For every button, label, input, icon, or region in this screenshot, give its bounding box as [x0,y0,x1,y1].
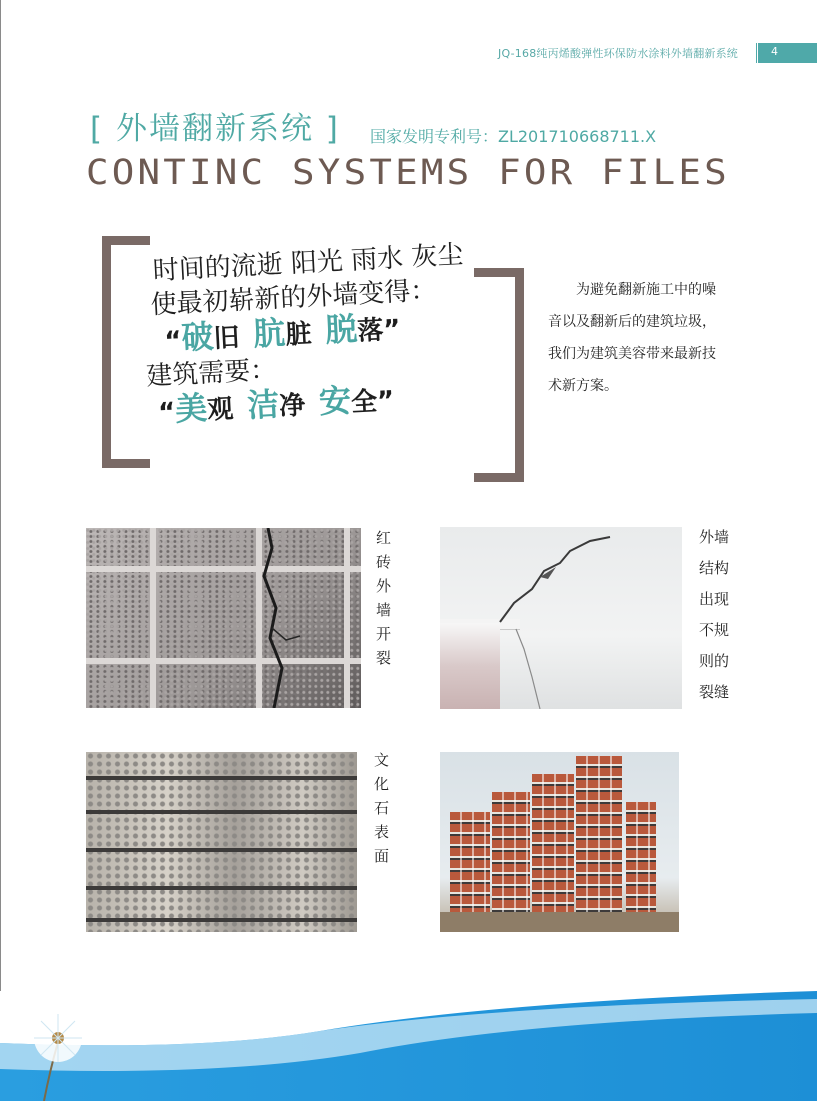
slogan-highlight: 洁 [246,384,281,425]
building-block [532,774,574,916]
page-number-box [755,43,817,63]
apartment-building-photo [440,752,679,932]
slogan-gap [240,345,254,346]
caption-line: 裂缝 [699,683,730,701]
ground [440,912,679,932]
slogan-highlight: 破 [180,317,215,357]
slogan-line-1: 时间的流逝 阳光 雨水 灰尘 [152,240,465,287]
bottom-wave-band [0,991,817,1101]
intro-paragraph: 为避免翻新施工中的噪音以及翻新后的建筑垃圾，我们为建筑美容带来最新技术新方案。 [548,282,716,394]
patent-number: 国家发明专利号：ZL201710668711.X [370,127,657,146]
caption-line: 结构 [699,559,730,577]
slogan-line-4: 建筑需要： [145,355,278,392]
section-title: [ 外墙翻新系统 ] [90,111,340,147]
slogan-text: 全” [350,385,396,419]
slogan-text: 脏 [284,319,313,351]
building-block [492,792,530,916]
slogan-text: “ [157,397,177,429]
caption-line: 不规 [699,621,730,639]
building-block [626,802,656,916]
slogan-text: “ [163,325,183,357]
slogan-gap [306,413,320,414]
caption-line: 出现 [699,590,730,608]
culture-stone-photo [86,752,357,932]
slogan-text: 净 [278,390,307,422]
caption-culture-stone: 文化石表面 [374,751,390,865]
slogan-gap [312,341,326,342]
slogan-highlight: 脱 [324,309,359,350]
slogan-text: 落” [356,314,402,347]
english-title: CONTINC SYSTEMS FOR FILES [86,153,730,193]
caption-line: 外墙 [699,528,730,546]
crack-lines [86,528,361,708]
brick-wall-crack-photo [86,528,361,708]
running-header: JQ-168纯丙烯酸弹性环保防水涂料外墙翻新系统 [498,47,738,60]
slogan-highlight: 安 [318,381,353,421]
slogan-highlight: 肮 [252,313,287,354]
slogan-gap [234,417,248,418]
slogan-line-2: 使最初崭新的外墙变得： [149,275,438,321]
slogan-block [140,235,539,431]
building-block [450,812,490,916]
dandelion-icon [30,1010,90,1101]
slogan-text: 观 [206,394,235,426]
page-edge-rule [0,0,1,1101]
page-number: 4 [771,45,778,58]
caption-brick-wall: 红砖外墙开裂 [376,529,392,667]
slogan-text: 旧 [212,322,241,355]
caption-irregular-crack [699,522,729,708]
crack-lines [440,527,682,709]
slogan-highlight: 美 [174,388,209,429]
building-block [576,756,622,916]
caption-line: 则的 [699,652,730,670]
wall-crack-photo [440,527,682,709]
